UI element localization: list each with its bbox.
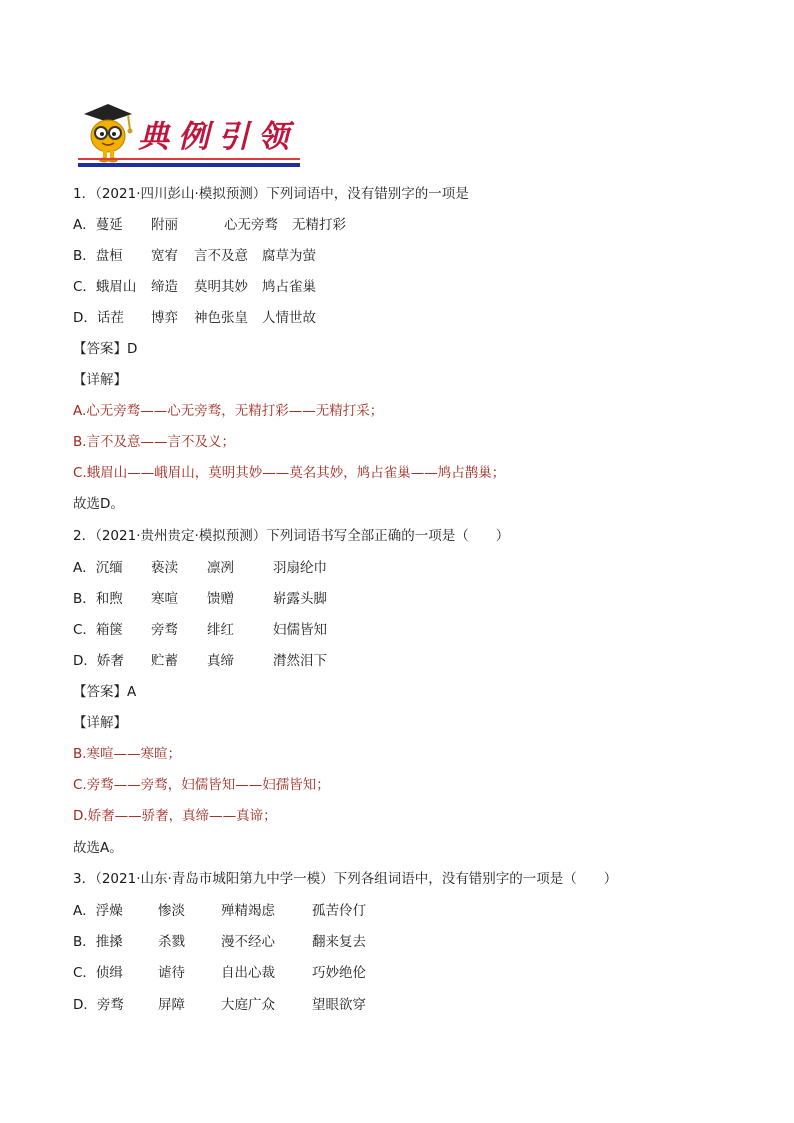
q2-detail-label: 【详解】 (73, 715, 127, 731)
q3-option-d: D．旁骛 屏障 大庭广众 望眼欲穿 (73, 997, 366, 1013)
question-2-stem: 2．（2021·贵州贵定·模拟预测）下列词语书写全部正确的一项是（ ） (73, 528, 510, 544)
q2-option-a: A．沉缅 亵渎 凛冽 羽扇纶巾 (73, 560, 327, 576)
q1-explanation-c: C.蛾眉山——峨眉山，莫明其妙——莫名其妙，鸠占雀巢——鸠占鹊巢； (73, 465, 506, 481)
q1-explanation-b: B.言不及意——言不及义； (73, 434, 236, 450)
q1-detail-label: 【详解】 (73, 372, 127, 388)
q1-option-c: C．蛾眉山 缔造 莫明其妙 鸠占雀巢 (73, 279, 316, 295)
q1-answer: 【答案】D (73, 341, 138, 357)
q3-option-c: C．侦缉 谑待 自出心裁 巧妙绝伦 (73, 965, 366, 981)
q1-conclusion: 故选D。 (73, 496, 124, 512)
q2-option-c: C．箱箧 旁骛 绯红 妇儒皆知 (73, 622, 327, 638)
q1-option-b: B．盘桓 宽宥 言不及意 腐草为萤 (73, 248, 316, 264)
q1-option-d: D．话茬 博弈 神色张皇 人情世故 (73, 310, 316, 326)
q1-explanation-a: A.心无旁骛——心无旁骛，无精打彩——无精打采； (73, 403, 384, 419)
question-3-stem: 3．（2021·山东·青岛市城阳第九中学一模）下列各组词语中，没有错别字的一项是（ ） (73, 871, 618, 887)
question-1-stem: 1．（2021·四川彭山·模拟预测）下列词语中，没有错别字的一项是 (73, 186, 469, 202)
q2-explanation-c: C.旁骛——旁骛，妇儒皆知——妇孺皆知； (73, 777, 330, 793)
q1-option-a: A．蔓延 附丽 心无旁骛 无精打彩 (73, 217, 346, 233)
q2-option-b: B．和煦 寒喧 馈赠 崭露头脚 (73, 591, 327, 607)
q3-option-a: A．浮燥 惨淡 殚精竭虑 孤苦伶仃 (73, 903, 366, 919)
banner-underline-red (78, 158, 300, 160)
q3-option-b: B．推搡 杀戮 漫不经心 翻来复去 (73, 934, 366, 950)
banner-underline-blue (78, 163, 300, 167)
section-banner (78, 100, 298, 168)
graduate-mascot-icon (78, 100, 138, 164)
banner-title: 典例引领 (138, 119, 298, 155)
q2-option-d: D．娇奢 贮蓄 真缔 潸然泪下 (73, 653, 327, 669)
q2-explanation-d: D.娇奢——骄奢，真缔——真谛； (73, 808, 277, 824)
q2-explanation-b: B.寒喧——寒暄； (73, 746, 182, 762)
q2-conclusion: 故选A。 (73, 840, 123, 856)
q2-answer: 【答案】A (73, 684, 137, 700)
